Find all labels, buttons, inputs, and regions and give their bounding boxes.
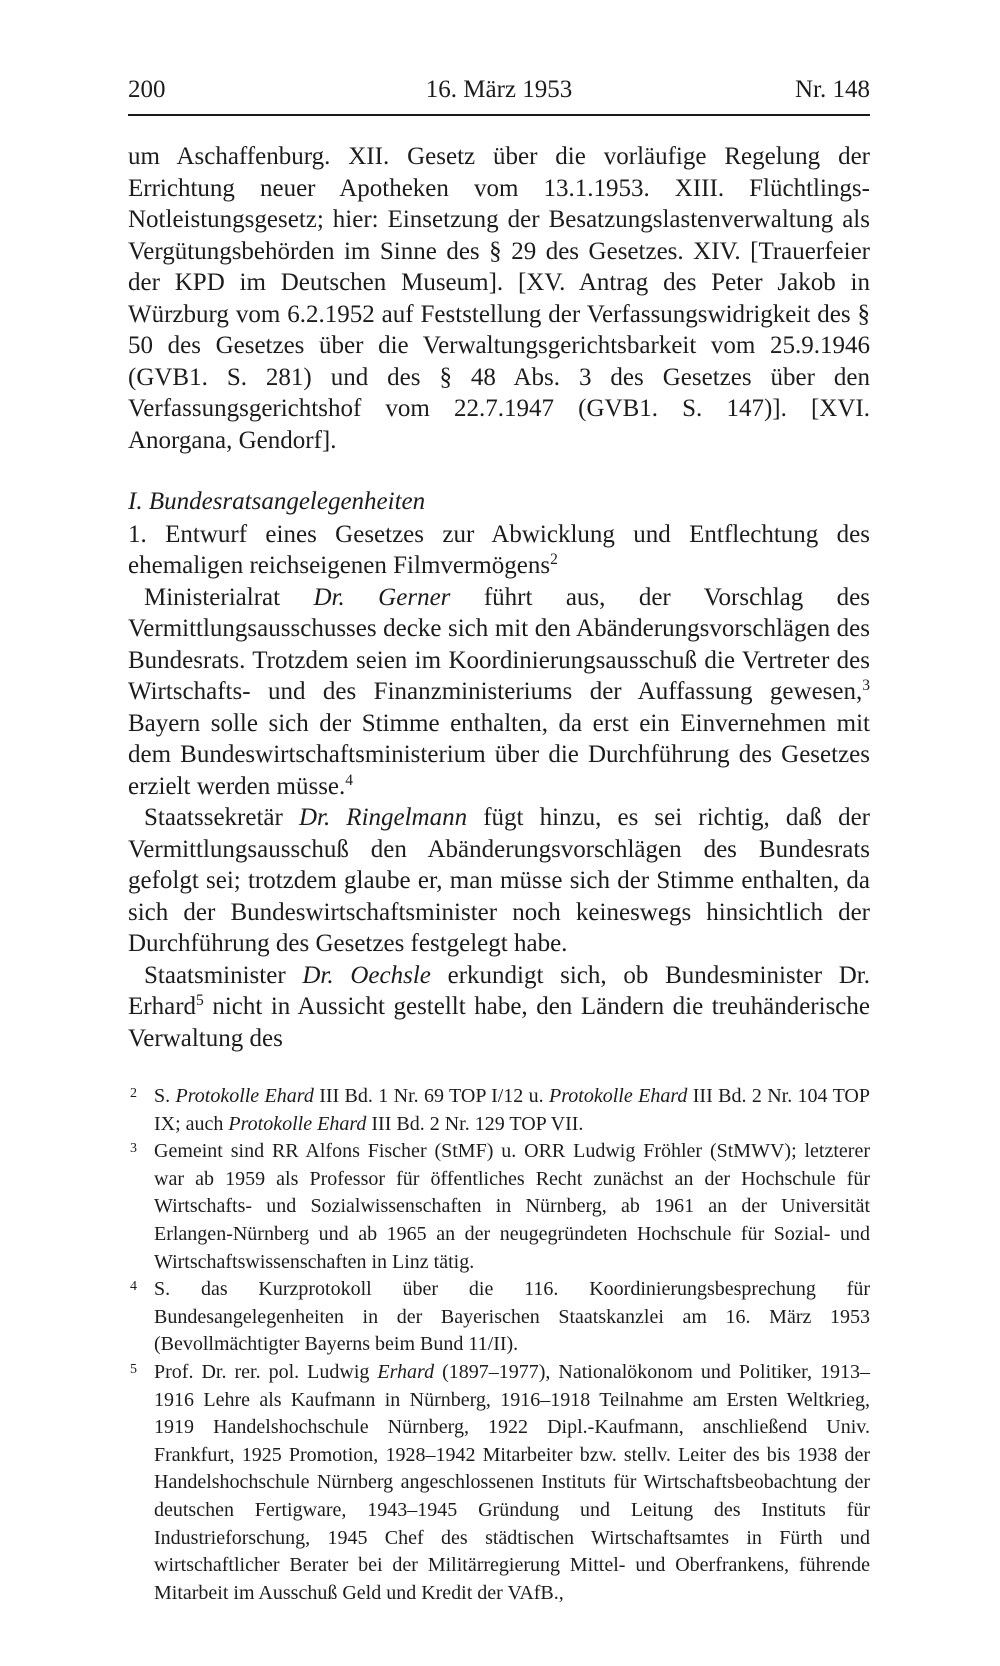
italic-text: Dr. Gerner — [313, 583, 451, 611]
italic-text: Protokolle Ehard — [549, 1085, 688, 1107]
agenda-item-heading — [128, 519, 870, 582]
body-paragraph — [128, 802, 870, 960]
footnote-reference: 5 — [196, 992, 204, 1010]
header-issue-number: Nr. 148 — [795, 76, 870, 103]
text-run: Bayern solle sich der Stimme enthalten, da erst ein Einvernehmen mit dem Bundeswirtschaftsministerium über die Durchführung des Gesetzes erzielt werden müsse. — [128, 709, 870, 800]
italic-text: Dr. Oechsle — [302, 961, 431, 989]
footnote — [128, 1138, 870, 1276]
italic-text: Dr. Ringelmann — [298, 804, 468, 831]
footnote-number: 2 — [130, 1086, 137, 1101]
text-run: I. Bundesratsangelegenheiten — [128, 488, 426, 515]
footnote-reference: 2 — [550, 551, 558, 569]
text-run: um Aschaffenburg. XII. Gesetz über die vorläufige Regelung der Errichtung neuer Apotheken vom 13.1.1953. XIII. Flüchtlings-Notleistungsgesetz; hier: Einsetzung der Besatzungslastenverwaltung als Vergütungsbehörden im Sinne des § 29 des Gesetzes. XIV. [Trauerfeier der KPD im Deutschen Museum]. [XV. Antrag des Peter Jakob in Würzburg vom 6.2.1952 auf Feststellung der Verfassungswidrigkeit des § 50 des Gesetzes über die Verwaltungsgerichtsbarkeit vom 25.9.1946 (GVB1. S. 281) und des § 48 Abs. 3 des Gesetzes über den Verfassungsgerichtshof vom 22.7.1947 (GVB1. S. 147)]. [XVI. Anorgana, Gendorf]. — [128, 143, 870, 454]
text-run: S. — [154, 1085, 176, 1107]
body-paragraph — [128, 141, 870, 456]
italic-text: Protokolle Ehard — [228, 1112, 367, 1135]
footnote-number: 3 — [130, 1141, 137, 1157]
footnote-reference: 3 — [862, 677, 870, 695]
text-run: S. das Kurzprotokoll über die 116. Koordinierungsbesprechung für Bundesangelegenheiten in der Bayerischen Staatskanzlei am 16. März 1953 (Bevollmächtigter Bayerns beim Bund 11/II). — [154, 1278, 870, 1356]
text-run: III Bd. 1 Nr. 69 TOP I/12 u. — [313, 1085, 550, 1107]
header-date: 16. März 1953 — [425, 76, 573, 103]
text-run: Prof. Dr. rer. pol. Ludwig — [154, 1360, 378, 1383]
text-run: Staatssekretär — [144, 804, 299, 831]
italic-text: Erhard — [377, 1360, 435, 1383]
body-paragraph — [128, 582, 870, 803]
footnote — [128, 1276, 870, 1359]
header-rule — [128, 114, 870, 116]
footnote-number: 5 — [130, 1361, 137, 1377]
italic-text: Protokolle Ehard — [175, 1085, 314, 1107]
text-run: Ministerialrat — [144, 583, 314, 611]
body-text — [128, 141, 870, 1054]
footnotes-section — [128, 1083, 870, 1607]
footnote-number: 4 — [130, 1279, 137, 1295]
footnote-reference: 4 — [345, 771, 354, 789]
text-run: erkundigt sich, ob Bundesminister Dr. Erhard — [128, 961, 870, 1020]
page-number: 200 — [128, 76, 166, 103]
text-run: (1897–1977), Nationalökonom und Politiker, 1913–1916 Lehre als Kaufmann in Nürnberg, 1916–1918 Teilnahme am Ersten Weltkrieg, 1919 Handelshochschule Nürnberg, 1922 Dipl.-Kaufmann, anschließend Univ. Frankfurt, 1925 Promotion, 1928–1942 Mitarbeiter bzw. stellv. Leiter des bis 1938 der Handelshochschule Nürnberg angeschlossenen Instituts für Wirtschaftsbeobachtung der deutschen Fertigware, 1943–1945 Gründung und Leitung des Instituts für Industrieforschung, 1945 Chef des städtischen Wirtschaftsamtes in Fürth und wirtschaftlicher Berater bei der Militärregierung Mittel- und Oberfrankens, führende Mitarbeit im Ausschuß Geld und Kredit der VAfB., — [154, 1360, 870, 1604]
text-run: III Bd. 2 Nr. 104 TOP IX; auch — [154, 1085, 870, 1135]
text-run: Staatsminister — [144, 961, 303, 989]
text-run: 1. Entwurf eines Gesetzes zur Abwicklung und Entflechtung des ehemaligen reichseigenen Filmvermögens — [128, 520, 870, 579]
section-heading — [128, 486, 870, 518]
text-run: nicht in Aussicht gestellt habe, den Ländern die treuhänderische Verwaltung des — [128, 993, 870, 1052]
footnote — [128, 1083, 870, 1138]
footnote — [128, 1359, 870, 1607]
body-paragraph — [128, 960, 870, 1055]
text-run: fügt hinzu, es sei richtig, daß der Vermittlungsausschuß den Abänderungsvorschlägen des Bundesrats gefolgt sei; trotzdem glaube er, man müsse sich der Stimme enthalten, da sich der Bundeswirtschaftsminister noch keineswegs hinsichtlich der Durchführung des Gesetzes festgelegt habe. — [128, 804, 871, 957]
page-content — [128, 76, 870, 1607]
page-header — [128, 76, 870, 106]
text-run: führt aus, der Vorschlag des Vermittlungsausschusses decke sich mit den Abänderungsvorschlägen des Bundesrats. Trotzdem seien im Koordinierungsausschuß die Vertreter des Wirtschafts- und des Finanzministeriums der Auffassung gewesen, — [128, 583, 870, 705]
text-run: III Bd. 2 Nr. 129 TOP VII. — [366, 1112, 584, 1135]
text-run: Gemeint sind RR Alfons Fischer (StMF) u. ORR Ludwig Fröhler (StMWV); letzterer war ab 1959 als Professor für öffentliches Recht zunächst an der Hochschule für Wirtschafts- und Sozialwissenschaften in Nürnberg, ab 1961 an der Universität Erlangen-Nürnberg und ab 1965 an der neugegründeten Hochschule für Sozial- und Wirtschaftswissenschaften in Linz tätig. — [154, 1140, 870, 1273]
